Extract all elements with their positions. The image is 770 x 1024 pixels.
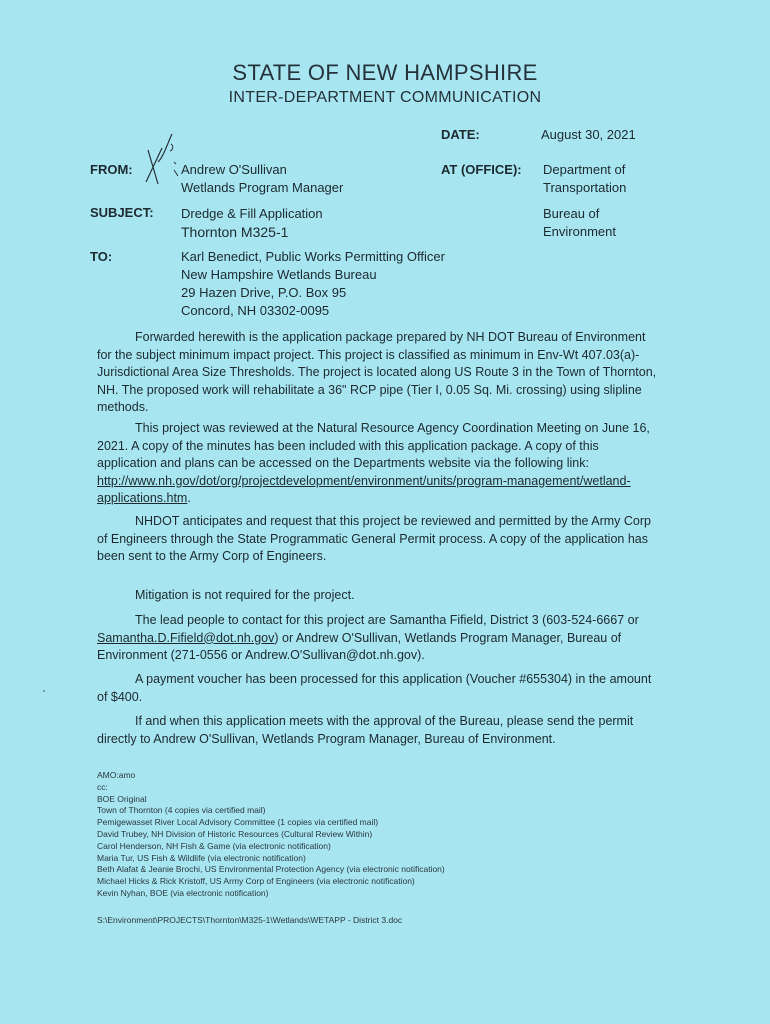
cc-line: Town of Thornton (4 copies via certified mail) [97, 805, 266, 816]
office-value [543, 161, 626, 241]
date-label: DATE: [441, 127, 480, 142]
to-line: Karl Benedict, Public Works Permitting Officer [181, 249, 445, 264]
page-title: STATE OF NEW HAMPSHIRE [232, 60, 538, 85]
paragraph-text-b: ) or Andrew O'Sullivan, Wetlands Program Manager, Bureau of Environment (271-0556 or Andrew.O'Sullivan@dot.nh.gov). [97, 630, 622, 662]
paragraph-text [97, 420, 659, 508]
to-value [181, 248, 445, 320]
scan-speck [43, 690, 45, 692]
cc-line: BOE Original [97, 793, 147, 804]
paragraph-text: A payment voucher has been processed for this application (Voucher #655304) in the amount of $400. [97, 672, 652, 704]
subject-line: Dredge & Fill Application [181, 206, 323, 221]
cc-line: Kevin Nyhan, BOE (via electronic notification) [97, 887, 269, 898]
paragraph-approval [97, 713, 659, 748]
office-line: Transportation [543, 180, 627, 195]
paragraph-text: Forwarded herewith is the application package prepared by NH DOT Bureau of Environment for the subject minimum impact project. This project is classified as minimum in Env-Wt 407.03(a)- Jurisdictional Area Size Thresholds. The project is located along US Route 3 in the Town of Thornton, NH. The proposed work will rehabilitate a 36" RCP pipe (Tier I, 0.05 Sq. Mi. crossing) using slipline methods. [97, 330, 657, 414]
from-title: Wetlands Program Manager [181, 180, 344, 195]
cc-line: Beth Alafat & Jeanie Brochi, US Environmental Protection Agency (via electronic notification) [97, 864, 445, 875]
office-line: Bureau of [543, 206, 600, 221]
subject-value [181, 204, 323, 242]
cc-line: David Trubey, NH Division of Historic Resources (Cultural Review Within) [97, 828, 373, 839]
handwritten-initials-icon [140, 132, 180, 192]
paragraph-text: If and when this application meets with the approval of the Bureau, please send the permit directly to Andrew O'Sullivan, Wetlands Program Manager, Bureau of Environment. [97, 714, 634, 746]
paragraph-forwarded [97, 329, 659, 417]
cc-line: Maria Tur, US Fish & Wildlife (via electronic notification) [97, 852, 306, 863]
cc-line: Pemigewasset River Local Advisory Committee (1 copies via certified mail) [97, 817, 379, 828]
office-line: Department of [543, 162, 626, 177]
samantha-email-link[interactable]: Samantha.D.Fifield@dot.nh.gov [97, 630, 275, 645]
paragraph-text-main: This project was reviewed at the Natural Resource Agency Coordination Meeting on June 16, 2021. A copy of the minutes has been included with this application package. A copy of this application and plans can be accessed on the Departments website via the following link: [97, 421, 650, 470]
paragraph-end: . [187, 491, 191, 505]
paragraph-text: Mitigation is not required for the project. [135, 588, 355, 602]
cc-list [97, 770, 657, 900]
to-line: Concord, NH 03302-0095 [181, 303, 330, 318]
paragraph-mitigation [97, 587, 659, 605]
from-label: FROM: [90, 162, 133, 177]
paragraph-payment [97, 671, 659, 706]
paragraph-text: NHDOT anticipates and request that this project be reviewed and permitted by the Army Corp of Engineers through the State Programmatic General Permit process. A copy of the application has been sent to the Army Corp of Engineers. [97, 514, 651, 563]
cc-line: Michael Hicks & Rick Kristoff, US Army Corp of Engineers (via electronic notification) [97, 876, 415, 887]
office-label: AT (OFFICE): [441, 162, 522, 177]
paragraph-text [97, 612, 659, 665]
paragraph-review [97, 420, 659, 508]
office-spacer [543, 197, 626, 205]
to-line: New Hampshire Wetlands Bureau [181, 267, 377, 282]
page-subtitle: INTER-DEPARTMENT COMMUNICATION [228, 89, 542, 106]
date-value: August 30, 2021 [541, 127, 636, 142]
cc-line: Carol Henderson, NH Fish & Game (via electronic notification) [97, 840, 331, 851]
from-name: Andrew O'Sullivan [181, 162, 287, 177]
subject-line: Thornton M325-1 [181, 224, 289, 240]
cc-line: cc: [97, 781, 108, 792]
from-value [181, 161, 343, 197]
to-label: TO: [90, 249, 113, 264]
paragraph-text-a: The lead people to contact for this project are Samantha Fifield, District 3 (603-524-6667 or [135, 613, 639, 627]
cc-line: AMO:amo [97, 770, 136, 780]
paragraph-nhdot [97, 513, 659, 566]
to-line: 29 Hazen Drive, P.O. Box 95 [181, 285, 347, 300]
office-line: Environment [543, 224, 616, 239]
paragraph-contacts [97, 612, 659, 665]
wetland-applications-link[interactable]: http://www.nh.gov/dot/org/projectdevelopment/environment/units/program-management/wetland-applications.htm [97, 473, 631, 505]
subject-label: SUBJECT: [90, 205, 154, 220]
file-path: S:\Environment\PROJECTS\Thornton\M325-1\Wetlands\WETAPP - District 3.doc [97, 915, 403, 925]
